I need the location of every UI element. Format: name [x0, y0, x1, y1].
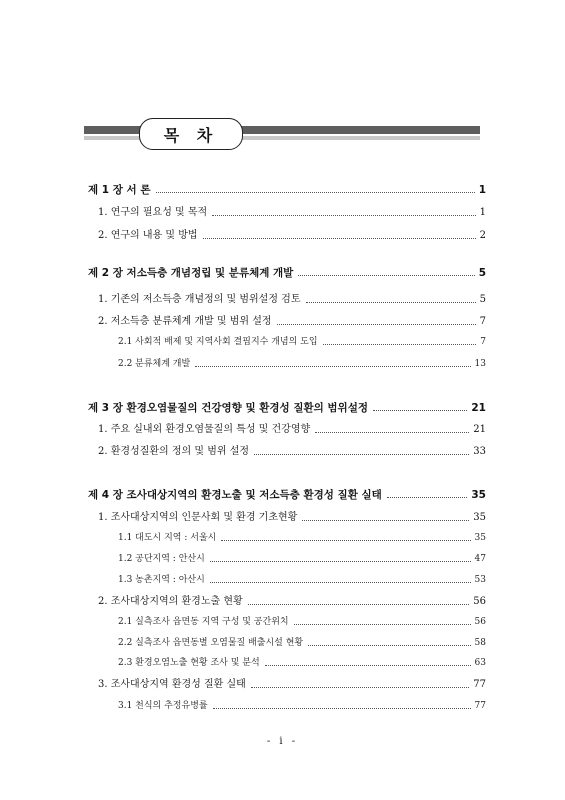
toc-leader-dots [210, 573, 471, 583]
toc-entry-section [98, 511, 486, 525]
toc-entry-page: 1 [479, 207, 486, 218]
toc-entry-label: 1. 주요 실내외 환경오염물질의 특성 및 건강영향 [98, 424, 311, 435]
toc-entry-label: 1. 기존의 저소득층 개념정의 및 범위설정 검토 [98, 294, 301, 305]
toc-entry-page: 53 [474, 575, 486, 585]
toc-leader-dots [251, 678, 469, 688]
toc-entry-sub [118, 531, 486, 545]
toc-entry-page: 13 [474, 359, 486, 369]
toc-leader-dots [254, 445, 469, 455]
toc-entry-label: 2. 조사대상지역의 환경노출 현황 [98, 596, 243, 607]
toc-leader-dots [195, 357, 470, 367]
toc-entry-label: 제 4 장 조사대상지역의 환경노출 및 저소득층 환경성 질환 실태 [88, 489, 382, 501]
toc-entry-sub [118, 636, 486, 650]
toc-entry-page: 58 [474, 638, 486, 648]
toc-entry-chapter [88, 266, 486, 280]
toc-entry-label: 제 3 장 환경오염물질의 건강영향 및 환경성 질환의 범위설정 [88, 402, 368, 414]
toc-entry-label: 제 2 장 저소득층 개념정립 및 분류체계 개발 [88, 267, 294, 279]
toc-leader-dots [323, 335, 477, 345]
toc-entry-section [98, 293, 486, 307]
toc-entry-page: 21 [473, 424, 486, 435]
toc-entry-label: 1.3 농촌지역 : 아산시 [118, 575, 205, 585]
toc-entry-sub [118, 615, 486, 629]
toc-entry-label: 1.2 공단지역 : 안산시 [118, 554, 205, 564]
toc-entry-sub [118, 573, 486, 587]
toc-entry-page: 77 [473, 679, 486, 690]
toc-entry-page: 56 [473, 596, 486, 607]
toc-leader-dots [277, 315, 476, 325]
toc-entry-sub [118, 656, 486, 670]
toc-leader-dots [213, 699, 471, 709]
toc-entry-label: 2.2 실측조사 읍면동별 오염물질 배출시설 현황 [118, 638, 304, 648]
toc-entry-page: 77 [474, 701, 486, 711]
toc-entry-sub [118, 335, 486, 349]
toc-entry-page: 5 [478, 267, 486, 279]
toc-entry-page: 63 [474, 658, 486, 668]
toc-leader-dots [221, 531, 470, 541]
toc-entry-label: 3. 조사대상지역 환경성 질환 실태 [98, 679, 246, 690]
toc-leader-dots [265, 656, 471, 666]
toc-entry-label: 1. 연구의 필요성 및 목적 [98, 207, 208, 218]
toc-leader-dots [156, 183, 475, 193]
toc-entry-page: 35 [473, 512, 486, 523]
toc-entry-label: 3.1 천식의 추정유병률 [118, 701, 208, 711]
toc-entry-label: 2. 연구의 내용 및 방법 [98, 230, 198, 241]
toc-leader-dots [315, 423, 469, 433]
toc-entry-label: 2. 환경성질환의 정의 및 범위 설정 [98, 446, 250, 457]
toc-entry-chapter [88, 488, 486, 502]
toc-entry-page: 35 [471, 489, 486, 501]
page-title: 목 차 [139, 118, 243, 150]
toc-leader-dots [387, 488, 468, 498]
toc-entry-page: 2 [479, 230, 486, 241]
toc-entry-section [98, 315, 486, 329]
toc-entry-page: 7 [480, 337, 486, 347]
toc-entry-sub [118, 699, 486, 713]
toc-leader-dots [212, 206, 475, 216]
toc-entry-section [98, 206, 486, 220]
toc-leader-dots [302, 511, 469, 521]
toc-leader-dots [294, 615, 471, 625]
toc-leader-dots [203, 229, 476, 239]
toc-entry-page: 47 [474, 554, 486, 564]
toc-leader-dots [308, 636, 470, 646]
toc-entry-sub [118, 552, 486, 566]
toc-leader-dots [210, 552, 471, 562]
page-footer: - i - [266, 736, 299, 747]
toc-entry-label: 2.1 사회적 배제 및 지역사회 결핍지수 개념의 도입 [118, 337, 318, 347]
toc-entry-page: 21 [471, 402, 486, 414]
toc-entry-page: 35 [474, 533, 486, 543]
toc-entry-section [98, 445, 486, 459]
toc-entry-label: 2. 저소득층 분류체계 개발 및 범위 설정 [98, 316, 272, 327]
toc-entry-section [98, 423, 486, 437]
toc-entry-label: 2.1 실측조사 읍면동 지역 구성 및 공간위치 [118, 617, 289, 627]
toc-entry-label: 1. 조사대상지역의 인문사회 및 환경 기초현황 [98, 512, 298, 523]
toc-entry-page: 1 [478, 184, 486, 196]
toc-entry-page: 7 [479, 316, 486, 327]
toc-entry-label: 제 1 장 서 론 [88, 184, 151, 196]
toc-leader-dots [306, 293, 476, 303]
toc-entry-chapter [88, 183, 486, 197]
toc-entry-section [98, 595, 486, 609]
toc-entry-page: 56 [474, 617, 486, 627]
toc-entry-sub [118, 357, 486, 371]
toc-entry-section [98, 678, 486, 692]
toc-entry-section [98, 229, 486, 243]
toc-entry-page: 33 [473, 446, 486, 457]
toc-leader-dots [373, 401, 467, 411]
toc-entry-page: 5 [479, 294, 486, 305]
toc-entry-chapter [88, 401, 486, 415]
toc-entry-label: 2.2 분류체계 개발 [118, 359, 191, 369]
toc-entry-label: 1.1 대도시 지역 : 서울시 [118, 533, 217, 543]
toc-leader-dots [298, 266, 474, 276]
toc-entry-label: 2.3 환경오염노출 현황 조사 및 분석 [118, 658, 260, 668]
toc-leader-dots [248, 595, 470, 605]
